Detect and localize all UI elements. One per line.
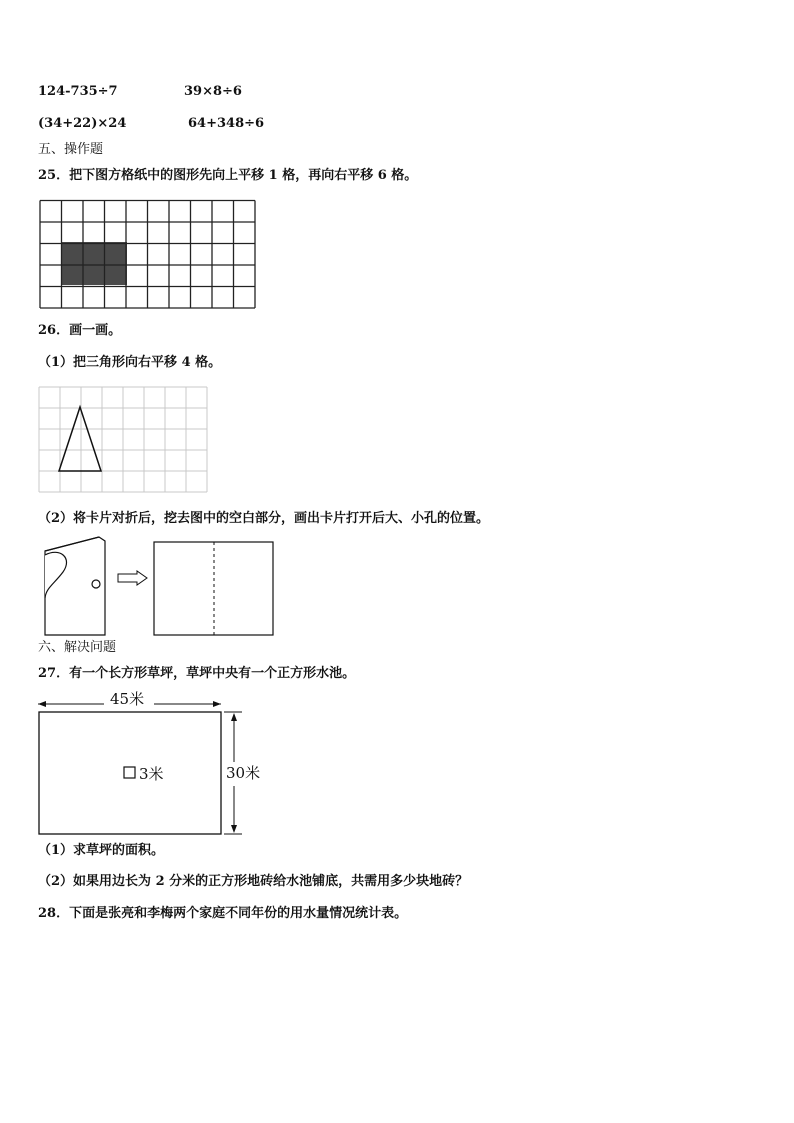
shaded-rectangle	[61, 242, 127, 285]
lawn-rectangle	[39, 712, 221, 834]
q25-grid-figure	[38, 199, 258, 305]
cutout-notch	[45, 552, 67, 598]
small-hole	[92, 580, 100, 588]
width-label: 45米	[110, 690, 145, 708]
section-5-title: 五、操作题	[38, 142, 104, 157]
q27-part1: （1）求草坪的面积。	[38, 843, 165, 858]
triangle	[59, 407, 101, 471]
expr-4: 64+348÷6	[188, 116, 265, 131]
pool-label: 3米	[139, 765, 164, 783]
q26-triangle-grid	[38, 386, 208, 494]
q26-part2: （2）将卡片对折后，挖去图中的空白部分，画出卡片打开后大、小孔的位置。	[38, 511, 490, 526]
section-6-title: 六、解决问题	[38, 640, 117, 655]
q26-part1: （1）把三角形向右平移 4 格。	[38, 355, 222, 370]
q26-title: 26．画一画。	[38, 323, 122, 338]
pool-square	[124, 767, 135, 778]
unfolded-card-figure	[153, 541, 275, 637]
expr-2: 39×8÷6	[184, 84, 242, 99]
q28-text: 28．下面是张亮和李梅两个家庭不同年份的用水量情况统计表。	[38, 906, 408, 921]
height-label: 30米	[226, 764, 261, 782]
folded-card-figure	[40, 536, 106, 636]
expr-3: (34+22)×24	[38, 116, 127, 131]
q27-text: 27．有一个长方形草坪，草坪中央有一个正方形水池。	[38, 666, 356, 681]
arrow-icon	[117, 570, 149, 586]
expr-1: 124-735÷7	[38, 84, 118, 99]
q27-part2: （2）如果用边长为 2 分米的正方形地砖给水池铺底，共需用多少块地砖？	[38, 874, 469, 889]
q25-text: 25．把下图方格纸中的图形先向上平移 1 格，再向右平移 6 格。	[38, 168, 418, 183]
